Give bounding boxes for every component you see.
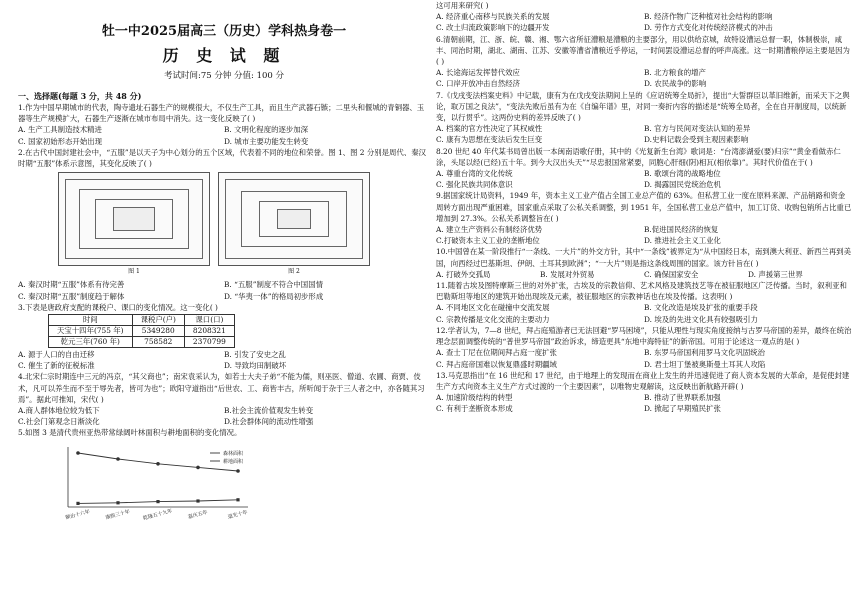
q8-option-c[interactable]: C. 强化民族共同体意识 <box>436 180 513 190</box>
q6-option-d[interactable]: D. 农民战争的影响 <box>644 79 707 89</box>
q1-options-row2 <box>18 136 430 147</box>
q9-option-c[interactable]: C.打破资本主义工业的垄断地位 <box>436 236 540 246</box>
q13-options-row1 <box>436 392 852 403</box>
question-6: 6.清朝前期，江、浙、皖、赣、湘、鄂六省所征漕粮是漕粮的主要部分，用以供给京城，故特设漕运总督一职，体制极崇，咸丰、同治时期，湖北、湖南、江苏、安徽等漕省漕粮近乎停运，一时间罢设漕运总督的呼声高涨。这一时期漕粮停运主要是因为( ) <box>436 34 850 67</box>
data-point <box>156 500 159 503</box>
q2-option-b[interactable]: B. “五服”制度不符合中国国情 <box>224 280 323 290</box>
table-cell: 5349280 <box>132 326 184 337</box>
q7-option-c[interactable]: C. 康有为思想在变法后发生巨变 <box>436 135 543 145</box>
q12-option-a[interactable]: A. 查士丁尼在位期间拜占庭一度扩张 <box>436 348 557 358</box>
q11-option-d[interactable]: D. 埃及的先进文化具有较强吸引力 <box>644 314 758 324</box>
q6-options-row1 <box>436 67 852 78</box>
x-tick-label: 顺治十六年 <box>64 508 91 521</box>
table-row <box>49 337 235 348</box>
q6-options-row2 <box>436 78 852 89</box>
exam-meta: 考试时间:75 分钟 分值: 100 分 <box>163 71 285 81</box>
q5-option-d[interactable]: D. 劳作方式变化对传统经济模式的冲击 <box>644 23 773 33</box>
x-tick-label: 乾隆五十九年 <box>142 507 174 522</box>
q10-option-a[interactable]: A. 打破外交孤局 <box>436 269 491 279</box>
figure-2-diagram <box>218 172 370 266</box>
x-tick-label: 道光十年 <box>227 509 249 521</box>
q10-option-d[interactable]: D. 声援第三世界 <box>748 269 803 279</box>
q9-option-d[interactable]: D. 推进社会主义工业化 <box>644 236 721 246</box>
q2-options-row1 <box>18 279 430 290</box>
q3-table <box>48 314 235 348</box>
figure-1-caption: 图 1 <box>128 268 140 276</box>
q1-option-d[interactable]: D. 城市主要功能发生转变 <box>224 136 309 146</box>
q11-option-a[interactable]: A. 不同地区文化在碰撞中交流发展 <box>436 303 550 313</box>
q2-figures <box>58 172 430 277</box>
q13-option-d[interactable]: D. 掀起了早期殖民扩张 <box>644 404 721 414</box>
q7-options-row1 <box>436 123 852 134</box>
q4-option-a[interactable]: A.商人群体地位较为低下 <box>18 406 100 416</box>
table-cell: 2370799 <box>184 337 234 348</box>
q12-option-c[interactable]: C. 拜占庭帝国难以恢复鼎盛时期疆域 <box>436 359 557 369</box>
exam-title: 牡一中2025届高三（历史）学科热身卷一 <box>101 24 347 39</box>
question-1: 1.作为中国早期城市的代表，陶寺遗址石器生产的规模很大，不仅生产工具，而且生产武器石镞；二里头和偃城的青铜器、玉器等生产规模扩大，石器生产逐渐在城市布局中消失。这一变化反映了( ) <box>18 103 425 124</box>
x-tick-label: 嘉庆五年 <box>187 509 209 521</box>
q8-option-b[interactable]: B. 歌颂台湾的战略地位 <box>644 169 721 179</box>
q1-option-b[interactable]: B. 文明化程度的逐步加深 <box>224 125 309 135</box>
q8-options-row2 <box>436 179 852 190</box>
q7-option-d[interactable]: D.史料记载会受到主观因素影响 <box>644 135 749 145</box>
q13-option-b[interactable]: B. 推动了世界联系加强 <box>644 393 721 403</box>
data-point <box>196 465 200 469</box>
q3-option-a[interactable]: A. 源于人口的自由迁移 <box>18 350 95 360</box>
table-header-row <box>49 315 235 326</box>
table-header: 课口(口) <box>184 315 234 326</box>
q5-tail: 这可用来研究( ) <box>436 1 489 10</box>
q10-option-c[interactable]: C. 确保国家安全 <box>644 269 699 279</box>
q13-option-a[interactable]: A. 加速阶级结构的转型 <box>436 393 513 403</box>
q5-line-chart <box>48 441 278 531</box>
q9-options-row1 <box>436 224 852 235</box>
q2-option-a[interactable]: A. 秦汉时期“五服”体系有待完善 <box>18 280 125 290</box>
legend-label: 森林面积 <box>223 450 244 457</box>
q12-options-row2 <box>436 359 852 370</box>
data-point <box>236 469 240 473</box>
q13-option-c[interactable]: C. 有利于垄断资本形成 <box>436 404 513 414</box>
figure-1 <box>58 172 210 277</box>
q7-option-a[interactable]: A. 档案的官方性决定了其权威性 <box>436 124 543 134</box>
table-cell: 8208321 <box>184 326 234 337</box>
table-header: 时间 <box>49 315 133 326</box>
q7-options-row2 <box>436 134 852 145</box>
q9-option-b[interactable]: B.促进国民经济的恢复 <box>644 225 719 235</box>
table-cell: 乾元三年(760 年) <box>49 337 133 348</box>
q7-option-b[interactable]: B. 官方与民间对变法认知的差异 <box>644 124 751 134</box>
data-point <box>76 501 79 504</box>
q8-option-d[interactable]: D. 揭露国民党统治危机 <box>644 180 721 190</box>
data-point <box>156 462 160 466</box>
q12-options-row1 <box>436 347 852 358</box>
left-column <box>18 0 430 534</box>
q8-options-row1 <box>436 168 852 179</box>
q4-option-d[interactable]: D.社会群体间的流动性增强 <box>224 417 314 427</box>
q6-option-c[interactable]: C. 口岸开放冲击自然经济 <box>436 79 520 89</box>
data-point <box>116 457 120 461</box>
section-heading: 一、选择题(每题 3 分，共 48 分) <box>18 91 142 101</box>
q5-option-a[interactable]: A. 经济重心南移与民族关系的发展 <box>436 12 550 22</box>
q4-options-row1 <box>18 405 430 416</box>
question-8: 8.20 世纪 40 年代某书局曾出版一本闽南语歌仔册，其中的《光复新生台湾》歌词是：“台湾澎湖爱(要)归宗”“黄金看做赤仁涂，头尾以经(已经)五十年。到今大汉出头天”“尽忠报国常紧要，同胞心肝细(阴)相瓦(相依靠)”。其时代价值在于( ) <box>436 146 841 167</box>
q1-option-c[interactable]: C. 国家初始形态开始出现 <box>18 136 102 146</box>
q10-options <box>436 269 852 280</box>
q4-option-c[interactable]: C.社会门第观念日渐淡化 <box>18 417 100 427</box>
exam-subtitle: 历 史 试 题 <box>162 46 286 65</box>
table-header: 课税户(户) <box>132 315 184 326</box>
q9-options-row2 <box>436 235 852 246</box>
figure-2 <box>218 172 370 277</box>
q8-option-a[interactable]: A. 尊重台湾的文化传统 <box>436 169 513 179</box>
question-9: 9.据国家统计局资料，1949 年，资本主义工业产值占全国工业总产值的 63%。但私营工业一度在原料来源、产品销路和资金周转方面出现严重困难，国家重点采取了公私关系调整，到 1951 年，全国私营工业总产值中，加工订货、收购包销所占比重已增加到 27.3%。公私关系调整旨在( ) <box>436 191 852 223</box>
q6-option-b[interactable]: B. 北方粮食的增产 <box>644 68 706 78</box>
table-cell: 天宝十四年(755 年) <box>49 326 133 337</box>
q11-options-row2 <box>436 314 852 325</box>
q9-option-a[interactable]: A. 建立生产资料公有制经济优势 <box>436 225 543 235</box>
q3-options-row1 <box>18 349 430 360</box>
q5-option-b[interactable]: B. 经济作物广泛种植对社会结构的影响 <box>644 12 773 22</box>
question-12: 12.学者认为，7—8 世纪，拜占庭殖游者已无法回避“罗马困境”，只能从理性与现实角度接纳与古罗马帝国的差异，最终在统治理念层面调整传统的“普世罗马帝国”政治诉求，缔造更具“东地中海特征”的新帝国。可用于论述这一观点的是( ) <box>436 325 852 347</box>
q10-option-b[interactable]: B. 发展对外贸易 <box>540 269 595 279</box>
q11-option-c[interactable]: C. 宗教传播是文化交流的主要动力 <box>436 314 550 324</box>
q1-options-row1 <box>18 124 430 135</box>
q3-options-row2 <box>18 360 430 371</box>
question-11: 11.随着古埃及图特摩斯三世的对外扩张，古埃及的宗教信仰、艺术风格及建筑技艺等在被征服地区广泛传播。当时，叙利亚和巴勒斯坦等地区的建筑开始出现埃及元素，被征服地区的宗教神话也在埃及传播。这表明( ) <box>436 281 847 302</box>
question-2: 2.在古代中国封建社会中，“五服”是以天子为中心划分的五个区域，代表着不同的地位和荣誉。图 1、图 2 分别是周代、秦汉时期“五服”体系示意图，其变化反映了( ) <box>18 147 426 169</box>
figure-1-diagram <box>58 172 210 266</box>
data-point <box>236 498 239 501</box>
q11-option-b[interactable]: B. 文化改造是埃及扩张的重要手段 <box>644 303 758 313</box>
q13-options-row2 <box>436 403 852 414</box>
q12-option-d[interactable]: D. 君士坦丁堡被奥斯曼土耳其人攻陷 <box>644 359 766 369</box>
q5-option-c[interactable]: C. 改土归流政策影响下的边疆开发 <box>436 23 550 33</box>
q11-options-row1 <box>436 302 852 313</box>
question-5: 5.如图 3 是清代贵州亚热带常绿阔叶林面积与耕地面积的变化情况。 <box>18 428 242 438</box>
data-point <box>116 501 119 504</box>
right-column <box>436 0 852 415</box>
table-row <box>49 326 235 337</box>
q5-options-row1 <box>436 11 852 22</box>
question-10: 10.中国曾在某一阶段推行“一条线、一大片”的外交方针，其中“一条线”被界定为“从中国经日本，南到澳大利亚、新西兰再到美国，向西经过巴基斯坦、伊朗、土耳其到欧洲”；“一大片”则是指这条线周围的国家。该方针旨在( ) <box>436 247 851 268</box>
question-3: 3.下表是唐政府支配的课税户、课口的变化情况。这一变化( ) <box>18 302 218 312</box>
table-cell: 758582 <box>132 337 184 348</box>
q3-option-c[interactable]: C. 催生了新的征税标准 <box>18 361 95 371</box>
x-tick-label: 康熙三十年 <box>104 508 131 521</box>
question-13: 13.马克思指出“在 16 世纪和 17 世纪，由于地理上的发现而在商业上发生的并迅速促进了商人资本发展的大革命，是促使封建生产方式向资本主义生产方式过渡的一个主要因素”，以唯物史观解读，这反映出新航路开辟( ) <box>436 370 850 391</box>
data-point <box>76 451 80 455</box>
figure-2-caption: 图 2 <box>288 268 300 276</box>
q5-options-row2 <box>436 22 852 33</box>
q2-option-c[interactable]: C. 秦汉时期“五服”制度趋于解体 <box>18 291 125 301</box>
q2-option-d[interactable]: D. “华夷一体”的格局初步形成 <box>224 291 324 301</box>
q2-options-row2 <box>18 291 430 302</box>
q12-option-b[interactable]: B. 东罗马帝国利用罗马文化巩固统治 <box>644 348 765 358</box>
question-4: 4.北宋仁宗时期连中三元的冯京，“其父商也”；南宋袁采认为，如若士大夫子弟“不能为儒，则巫医、僧道、农圃、商贾、伎术，凡可以养生而不至于辱先者，皆可为也”；欧阳守道指出“后世农、工、商皆丰古，所听闻于杂于三人者之中，亦各随其习焉”。据此可推知，宋代( ) <box>18 372 425 404</box>
q3-option-d[interactable]: D. 导致均田制破坏 <box>224 361 287 371</box>
legend-label: 耕地面积 <box>223 458 244 465</box>
data-point <box>196 499 199 502</box>
q3-option-b[interactable]: B. 引发了安史之乱 <box>224 350 286 360</box>
q1-option-a[interactable]: A. 生产工具制造技术精进 <box>18 125 102 135</box>
q4-option-b[interactable]: B.社会主流价值观发生转变 <box>224 406 314 416</box>
q4-options-row2 <box>18 416 430 427</box>
question-7: 7.《戊戌变法档案史料》中记载，康有为在戊戌变法期间上呈的《应诏统筹全局折》，提出“大誓群臣以革旧维新，而采天下之舆论，取万国之良法”，“变法先败后虽有为在《自编年谱》里，对同一奏折内容的描述是“统筹全局者，全在自开制度局，以统新变，以行贯乎”。这两份史料的差异反映了( ) <box>436 90 850 123</box>
q6-option-a[interactable]: A. 长途海运发挥替代效应 <box>436 68 520 78</box>
